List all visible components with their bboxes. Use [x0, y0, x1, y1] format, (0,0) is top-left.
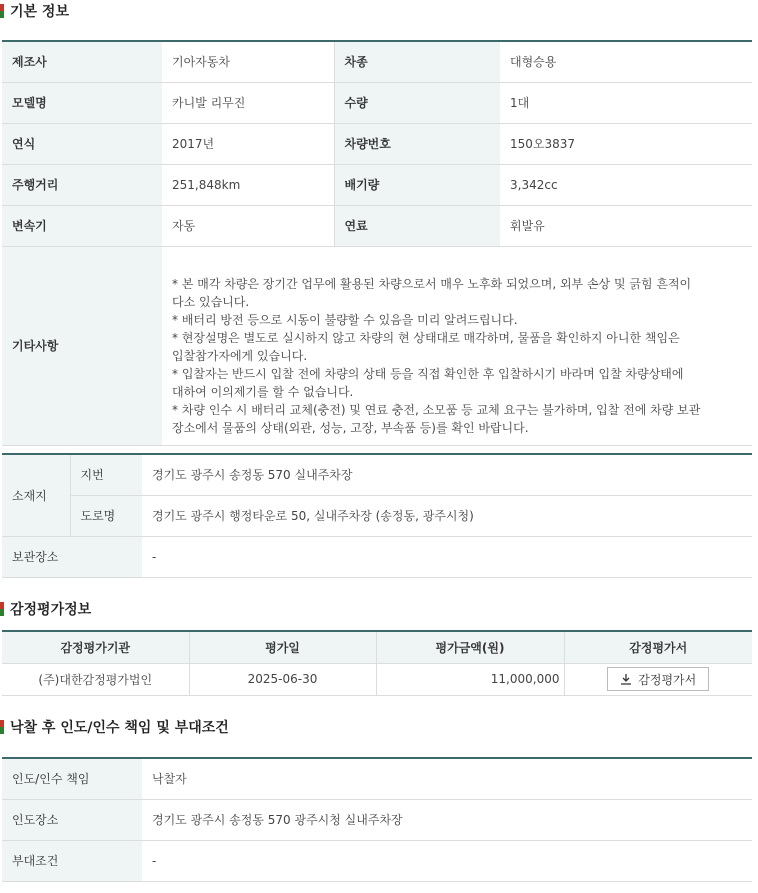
notes-text	[162, 247, 752, 445]
delivery-responsibility-label: 인도/인수 책임	[2, 758, 142, 799]
jibun-label: 지번	[70, 454, 142, 495]
section-marker-icon	[0, 720, 4, 734]
notes-label: 기타사항	[2, 246, 162, 445]
section-marker-icon	[0, 4, 4, 18]
conditions-value: -	[142, 840, 752, 881]
delivery-table	[2, 757, 752, 882]
delivery-responsibility-value: 낙찰자	[142, 758, 752, 799]
location-label: 소재지	[2, 454, 70, 536]
manufacturer-value: 기아자동차	[162, 41, 334, 82]
col-header-report: 감정평가서	[564, 631, 752, 663]
plate-value: 150오3837	[500, 123, 752, 164]
table-row	[2, 246, 752, 445]
mileage-label: 주행거리	[2, 164, 162, 205]
table-row	[2, 799, 752, 840]
note-line: 입찰참가자에게 있습니다.	[172, 348, 308, 363]
appraisal-report-cell	[564, 663, 752, 695]
transmission-value: 자동	[162, 205, 334, 246]
fuel-label: 연료	[334, 205, 500, 246]
note-line: * 배터리 방전 등으로 시동이 불량할 수 있음을 미리 알려드립니다.	[172, 312, 518, 327]
year-value: 2017년	[162, 123, 334, 164]
basic-info-table	[2, 40, 752, 446]
storage-label: 보관장소	[2, 536, 142, 577]
delivery-place-value: 경기도 광주시 송정동 570 광주시청 실내주차장	[142, 799, 752, 840]
note-line: 장소에서 물품의 상태(외관, 성능, 고장, 부속품 등)를 확인 바랍니다.	[172, 420, 529, 435]
table-row	[2, 536, 752, 577]
table-row	[2, 41, 752, 82]
model-label: 모델명	[2, 82, 162, 123]
table-row	[2, 495, 752, 536]
appraisal-org: (주)대한감정평가법인	[2, 663, 189, 695]
manufacturer-label: 제조사	[2, 41, 162, 82]
road-label: 도로명	[70, 495, 142, 536]
col-header-org: 감정평가기관	[2, 631, 189, 663]
table-row	[2, 205, 752, 246]
mileage-value: 251,848km	[162, 164, 334, 205]
col-header-amount: 평가금액(원)	[376, 631, 564, 663]
note-line: * 본 매각 차량은 장기간 업무에 활용된 차량으로서 매우 노후화 되었으며, 외부 손상 및 긁힘 흔적이	[172, 276, 692, 291]
conditions-label: 부대조건	[2, 840, 142, 881]
note-line: * 입찰자는 반드시 입찰 전에 차량의 상태 등을 직접 확인한 후 입찰하시기 바라며 입찰 차량상태에	[172, 366, 684, 381]
jibun-address: 경기도 광주시 송정동 570 실내주차장	[142, 454, 752, 495]
notes-cell	[162, 246, 752, 445]
car-type-value: 대형승용	[500, 41, 752, 82]
note-line: * 차량 인수 시 배터리 교체(충전) 및 연료 충전, 소모품 등 교체 요구는 불가하며, 입찰 전에 차량 보관	[172, 402, 701, 417]
table-row	[2, 840, 752, 881]
basic-info-title: 기본 정보	[0, 2, 69, 22]
appraisal-report-label: 감정평가서	[638, 672, 697, 687]
note-line: 다소 있습니다.	[172, 294, 250, 309]
appraisal-amount: 11,000,000	[376, 663, 564, 695]
road-address: 경기도 광주시 행정타운로 50, 실내주차장 (송정동, 광주시청)	[142, 495, 752, 536]
note-line: * 현장설명은 별도로 실시하지 않고 차량의 현 상태대로 매각하며, 물품을 확인하지 아니한 책임은	[172, 330, 680, 345]
year-label: 연식	[2, 123, 162, 164]
displacement-value: 3,342cc	[500, 164, 752, 205]
table-row	[2, 454, 752, 495]
table-header-row	[2, 631, 752, 663]
download-icon	[620, 673, 632, 685]
col-header-date: 평가일	[189, 631, 376, 663]
delivery-title: 낙찰 후 인도/인수 책임 및 부대조건	[0, 718, 229, 738]
table-row	[2, 663, 752, 695]
model-value: 카니발 리무진	[162, 82, 334, 123]
fuel-value: 휘발유	[500, 205, 752, 246]
delivery-place-label: 인도장소	[2, 799, 142, 840]
appraisal-title: 감정평가정보	[0, 600, 91, 620]
section-marker-icon	[0, 602, 4, 616]
displacement-label: 배기량	[334, 164, 500, 205]
quantity-label: 수량	[334, 82, 500, 123]
car-type-label: 차종	[334, 41, 500, 82]
storage-value: -	[142, 536, 752, 577]
table-row	[2, 82, 752, 123]
transmission-label: 변속기	[2, 205, 162, 246]
plate-label: 차량번호	[334, 123, 500, 164]
note-line: 대하여 이의제기를 할 수 없습니다.	[172, 384, 354, 399]
table-row	[2, 123, 752, 164]
quantity-value: 1대	[500, 82, 752, 123]
appraisal-table	[2, 630, 752, 696]
appraisal-date: 2025-06-30	[189, 663, 376, 695]
table-row	[2, 758, 752, 799]
appraisal-report-button[interactable]	[607, 667, 709, 691]
table-row	[2, 164, 752, 205]
location-table	[2, 453, 752, 578]
